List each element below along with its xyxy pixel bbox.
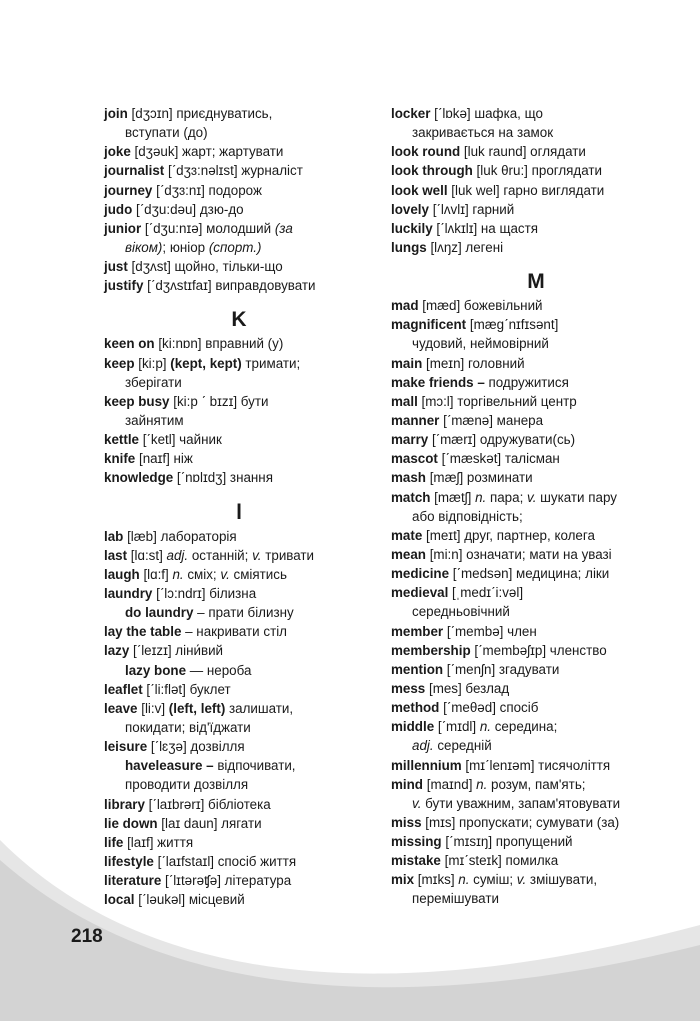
- definition: [ki:nɒn] вправний (у): [154, 336, 284, 352]
- definition: [ˊdʒu:nɪə] молодший: [141, 220, 275, 236]
- definition: [ˊlɛʒə] дозвілля: [147, 739, 245, 755]
- grammar-note: v.: [527, 489, 537, 505]
- grammar-note: n.: [458, 872, 470, 888]
- definition: – накривати стіл: [181, 624, 287, 640]
- grammar-note: віком): [125, 239, 163, 255]
- entry-continuation: [104, 373, 384, 392]
- grammar-note: v.: [412, 795, 422, 811]
- headword: medicine: [391, 566, 450, 582]
- definition: середній: [433, 738, 492, 754]
- headword: haveleasure –: [125, 758, 214, 774]
- definition: покидати; від'їджати: [125, 719, 251, 735]
- headword: lovely: [391, 201, 429, 217]
- dictionary-entry: [104, 181, 384, 200]
- entry-continuation: [391, 602, 691, 621]
- dictionary-entry: [391, 200, 691, 219]
- headword: kettle: [104, 432, 139, 448]
- section-letter: M: [527, 270, 545, 294]
- dictionary-entry: [104, 641, 384, 660]
- dictionary-entry: [391, 851, 691, 870]
- dictionary-entry: [104, 871, 384, 890]
- definition: зайнятим: [125, 412, 184, 428]
- headword: knowledge: [104, 470, 174, 486]
- entry-continuation: [391, 736, 691, 755]
- definition: [ˊdʒɜ:nɪ] подорож: [152, 182, 262, 198]
- definition: відпочивати,: [213, 758, 296, 774]
- headword: knife: [104, 451, 136, 467]
- headword: life: [104, 834, 124, 850]
- section-letter: K: [231, 308, 247, 332]
- grammar-note: n.: [479, 719, 492, 735]
- headword: millennium: [391, 757, 462, 773]
- headword: mascot: [391, 451, 438, 467]
- definition: розум, пам'ять;: [487, 776, 586, 792]
- definition: закривається на замок: [412, 125, 554, 141]
- dictionary-entry: [104, 890, 384, 909]
- headword: member: [391, 623, 444, 639]
- headword: (left, left): [168, 700, 226, 716]
- definition: [mes] безлад: [425, 680, 510, 696]
- definition: [mæʃ] розминати: [425, 470, 533, 486]
- definition: або відповідність;: [412, 508, 523, 524]
- headword: junior: [104, 220, 142, 236]
- dictionary-entry: [391, 238, 691, 257]
- headword: mean: [391, 546, 426, 562]
- dictionary-entry: [104, 833, 384, 852]
- definition: [mɪˊlenɪəm] тисячоліття: [461, 757, 611, 773]
- dictionary-entry: [104, 354, 384, 373]
- headword: keen on: [104, 336, 155, 352]
- definition: [mætʃ]: [430, 489, 476, 505]
- dictionary-entry: [104, 449, 384, 468]
- grammar-note: v.: [516, 872, 527, 888]
- definition: [naɪf] ніж: [135, 451, 193, 467]
- definition: тривати: [261, 547, 315, 563]
- headword: last: [104, 547, 128, 563]
- definition: бути уважним, запам'ятовувати: [421, 795, 621, 811]
- definition: сміх;: [183, 566, 221, 582]
- definition: [dʒʌst] щойно, тільки-що: [127, 259, 283, 275]
- dictionary-entry: [391, 583, 691, 602]
- headword: locker: [391, 106, 431, 121]
- definition: залишати,: [225, 700, 294, 716]
- grammar-note: adj.: [166, 547, 189, 563]
- headword: mall: [391, 393, 418, 409]
- definition: [ˊleɪzɪ] ліни́вий: [129, 643, 224, 659]
- definition: [ˊdʒʌstɪfaɪ] виправдовувати: [143, 278, 316, 294]
- dictionary-entry: [104, 392, 384, 411]
- definition: – прати білизну: [193, 605, 294, 621]
- headword: look round: [391, 144, 461, 160]
- dictionary-entry: [391, 219, 691, 238]
- headword: leave: [104, 700, 138, 716]
- headword: leisure: [104, 739, 148, 755]
- definition: [ˊmembə] член: [443, 623, 537, 639]
- headword: lazy: [104, 643, 130, 659]
- definition: [luk wel] гарно виглядати: [447, 182, 605, 198]
- definition: [ˊlɔ:ndrɪ] білизна: [152, 585, 257, 601]
- definition: [ˊmedsən] медицина; ліки: [449, 566, 610, 582]
- definition: [ˊmɪsɪŋ] пропущений: [441, 834, 573, 850]
- definition: [ˊlaɪfstaɪl] спосіб життя: [153, 853, 297, 869]
- definition: [mi:n] означати; мати на увазі: [425, 546, 612, 562]
- dictionary-entry: [104, 142, 384, 161]
- definition: [læb] лабораторія: [123, 528, 237, 544]
- grammar-note: n.: [476, 776, 488, 792]
- headword: joke: [104, 144, 131, 160]
- dictionary-entry: [104, 565, 384, 584]
- definition: шукати пару: [536, 489, 617, 505]
- definition: [ˊmeθəd] спосіб: [439, 700, 539, 716]
- dictionary-entry: [104, 546, 384, 565]
- headword: lazy bone: [125, 662, 187, 678]
- dictionary-entry: [104, 737, 384, 756]
- headword: look through: [391, 163, 473, 179]
- page-number: 218: [71, 926, 103, 947]
- headword: laugh: [104, 566, 140, 582]
- definition: [mɪks]: [414, 872, 459, 888]
- dictionary-entry: [104, 795, 384, 814]
- headword: lungs: [391, 239, 427, 255]
- definition: [mɔ:l] торгівельний центр: [417, 393, 577, 409]
- dictionary-entry: [391, 526, 691, 545]
- definition: [laɪ daun] лягати: [157, 815, 262, 831]
- headword: lifestyle: [104, 853, 154, 869]
- headword: lay the table: [104, 624, 182, 640]
- headword: marry: [391, 432, 429, 448]
- dictionary-entry: [391, 679, 691, 698]
- dictionary-entry: [391, 430, 691, 449]
- headword: medieval: [391, 585, 449, 601]
- dictionary-entry: [104, 680, 384, 699]
- headword: journey: [104, 182, 153, 198]
- dictionary-entry: [104, 334, 384, 353]
- definition: [ˊli:flət] буклет: [142, 681, 231, 697]
- entry-continuation: [391, 123, 691, 142]
- dictionary-entry: [391, 813, 691, 832]
- headword: do laundry: [125, 605, 194, 621]
- definition: середина;: [491, 719, 558, 735]
- entry-continuation: [391, 889, 691, 908]
- dictionary-entry: [391, 354, 691, 373]
- headword: local: [104, 892, 135, 908]
- dictionary-entry: [391, 717, 691, 736]
- dictionary-entry: [391, 698, 691, 717]
- definition: [mægˊnɪfɪsənt]: [466, 317, 559, 333]
- definition: [ˊlaɪbrərɪ] бібліотека: [144, 796, 271, 812]
- headword: mess: [391, 680, 426, 696]
- headword: luckily: [391, 220, 433, 236]
- definition: тримати;: [241, 355, 301, 371]
- dictionary-entry: [104, 699, 384, 718]
- dictionary-entry: [391, 104, 691, 123]
- section-letter: l: [236, 500, 242, 524]
- definition: пара;: [486, 489, 528, 505]
- headword: (kept, kept): [170, 355, 242, 371]
- dictionary-entry: [104, 527, 384, 546]
- dictionary-entry: [391, 660, 691, 679]
- right-column: [391, 104, 691, 909]
- definition: [ˊlɒkə] шафка, що: [430, 106, 543, 121]
- headword: mad: [391, 298, 419, 314]
- definition: [ˊmembəʃɪp] членство: [470, 642, 607, 658]
- definition: [ˊdʒu:dəu] дзю-до: [132, 201, 244, 217]
- grammar-note: adj.: [412, 738, 434, 754]
- headword: judo: [104, 201, 133, 217]
- grammar-note: n.: [172, 566, 184, 582]
- definition: [dʒɔɪn] приєднуватись,: [127, 106, 273, 121]
- definition: вступати (до): [125, 125, 208, 141]
- definition: суміш;: [469, 872, 517, 888]
- definition: [ˊmæskət] талісман: [437, 451, 560, 467]
- headword: library: [104, 796, 145, 812]
- definition: [ki:p]: [134, 355, 171, 371]
- definition: [ˊmærɪ] одружувати(сь): [428, 432, 576, 448]
- headword: journalist: [104, 163, 165, 179]
- dictionary-entry: [104, 257, 384, 276]
- dictionary-entry: [391, 142, 691, 161]
- headword: lab: [104, 528, 124, 544]
- definition: проводити дозвілля: [125, 777, 249, 793]
- definition: [ˌmedɪˊi:vəl]: [448, 585, 524, 601]
- dictionary-entry: [391, 775, 691, 794]
- headword: justify: [104, 278, 144, 294]
- headword: match: [391, 489, 431, 505]
- dictionary-entry: [391, 488, 691, 507]
- headword: lie down: [104, 815, 158, 831]
- definition: [mɪˊsteɪk] помилка: [440, 853, 559, 869]
- definition: [meɪt] друг, партнер, колега: [422, 527, 595, 543]
- dictionary-entry: [104, 161, 384, 180]
- definition: [laɪf] життя: [123, 834, 194, 850]
- dictionary-entry: [104, 104, 384, 123]
- entry-continuation: [391, 507, 691, 526]
- definition: [ˊmænə] манера: [439, 412, 544, 428]
- dictionary-entry: [391, 622, 691, 641]
- definition: [ˊləukəl] місцевий: [134, 892, 245, 908]
- dictionary-entry: [104, 584, 384, 603]
- entry-continuation: [104, 756, 384, 775]
- headword: join: [104, 106, 128, 121]
- headword: method: [391, 700, 440, 716]
- headword: middle: [391, 719, 435, 735]
- dictionary-entry: [104, 814, 384, 833]
- definition: [mæd] божевільний: [418, 298, 543, 314]
- dictionary-entry: [104, 852, 384, 871]
- dictionary-entry: [391, 181, 691, 200]
- definition: [lɑ:st]: [127, 547, 167, 563]
- definition: [ˊketl] чайник: [138, 432, 222, 448]
- headword: magnificent: [391, 317, 467, 333]
- definition: [ˊlɪtərəʧə] література: [161, 873, 292, 889]
- dictionary-entry: [104, 468, 384, 487]
- dictionary-entry: [104, 276, 384, 295]
- entry-continuation: [391, 794, 691, 813]
- dictionary-entry: [391, 449, 691, 468]
- dictionary-entry: [391, 392, 691, 411]
- headword: membership: [391, 642, 471, 658]
- grammar-note: n.: [475, 489, 487, 505]
- definition: змішувати,: [526, 872, 598, 888]
- definition: чудовий, неймовірний: [412, 336, 549, 352]
- entry-continuation: [104, 411, 384, 430]
- headword: literature: [104, 873, 162, 889]
- entry-continuation: [104, 238, 384, 257]
- dictionary-entry: [104, 219, 384, 238]
- definition: сміятись: [229, 566, 287, 582]
- dictionary-entry: [104, 200, 384, 219]
- definition: [ki:p ˊ bɪzɪ] бути: [169, 393, 269, 409]
- headword: keep busy: [104, 393, 170, 409]
- entry-continuation: [104, 661, 384, 680]
- definition: [lʌŋz] легені: [426, 239, 504, 255]
- headword: just: [104, 259, 128, 275]
- left-column: [104, 104, 384, 909]
- headword: manner: [391, 412, 440, 428]
- definition: [ˊlʌvlɪ] гарний: [428, 201, 515, 217]
- grammar-note: (за: [274, 220, 293, 236]
- grammar-note: v.: [220, 566, 230, 582]
- entry-continuation: [104, 775, 384, 794]
- headword: look well: [391, 182, 448, 198]
- dictionary-entry: [391, 296, 691, 315]
- entry-continuation: [104, 123, 384, 142]
- definition: [dʒəuk] жарт; жартувати: [130, 144, 284, 160]
- definition: [ˊdʒɜ:nəlɪst] журналіст: [164, 163, 303, 179]
- entry-continuation: [104, 603, 384, 622]
- definition: [luk θru:] проглядати: [472, 163, 603, 179]
- definition: ; юніор: [162, 239, 209, 255]
- grammar-note: v.: [252, 547, 262, 563]
- definition: подружитися: [484, 374, 569, 390]
- headword: keep: [104, 355, 135, 371]
- dictionary-entry: [391, 411, 691, 430]
- definition: зберігати: [125, 374, 182, 390]
- dictionary-entry: [104, 430, 384, 449]
- dictionary-entry: [391, 641, 691, 660]
- definition: [maɪnd]: [423, 776, 477, 792]
- headword: mention: [391, 661, 444, 677]
- headword: laundry: [104, 585, 153, 601]
- dictionary-entry: [391, 564, 691, 583]
- headword: mix: [391, 872, 415, 888]
- headword: leaflet: [104, 681, 143, 697]
- definition: [ˊnɒlɪdʒ] знання: [173, 470, 273, 486]
- headword: make friends –: [391, 374, 485, 390]
- dictionary-entry: [391, 373, 691, 392]
- definition: [luk raund] оглядати: [460, 144, 586, 160]
- definition: [li:v]: [137, 700, 169, 716]
- definition: — нероба: [186, 662, 252, 678]
- dictionary-entry: [391, 161, 691, 180]
- dictionary-entry: [391, 545, 691, 564]
- headword: main: [391, 355, 423, 371]
- headword: mistake: [391, 853, 441, 869]
- entry-continuation: [104, 718, 384, 737]
- definition: [ˊmɪdl]: [434, 719, 480, 735]
- headword: missing: [391, 834, 442, 850]
- entry-continuation: [391, 334, 691, 353]
- definition: [mɪs] пропускати; сумувати (за): [421, 814, 620, 830]
- dictionary-entry: [391, 315, 691, 334]
- dictionary-entry: [104, 622, 384, 641]
- grammar-note: (спорт.): [208, 239, 262, 255]
- dictionary-entry: [391, 832, 691, 851]
- headword: miss: [391, 814, 422, 830]
- dictionary-entry: [391, 756, 691, 775]
- headword: mash: [391, 470, 426, 486]
- definition: [lɑ:f]: [139, 566, 173, 582]
- headword: mate: [391, 527, 423, 543]
- definition: [ˊmenʃn] згадувати: [443, 661, 560, 677]
- dictionary-entry: [391, 870, 691, 889]
- headword: mind: [391, 776, 423, 792]
- definition: [ˊlʌkɪlɪ] на щастя: [432, 220, 539, 236]
- definition: останній;: [188, 547, 253, 563]
- dictionary-entry: [391, 468, 691, 487]
- definition: [meɪn] головний: [422, 355, 525, 371]
- definition: середньовічний: [412, 604, 510, 620]
- definition: перемішувати: [412, 891, 499, 907]
